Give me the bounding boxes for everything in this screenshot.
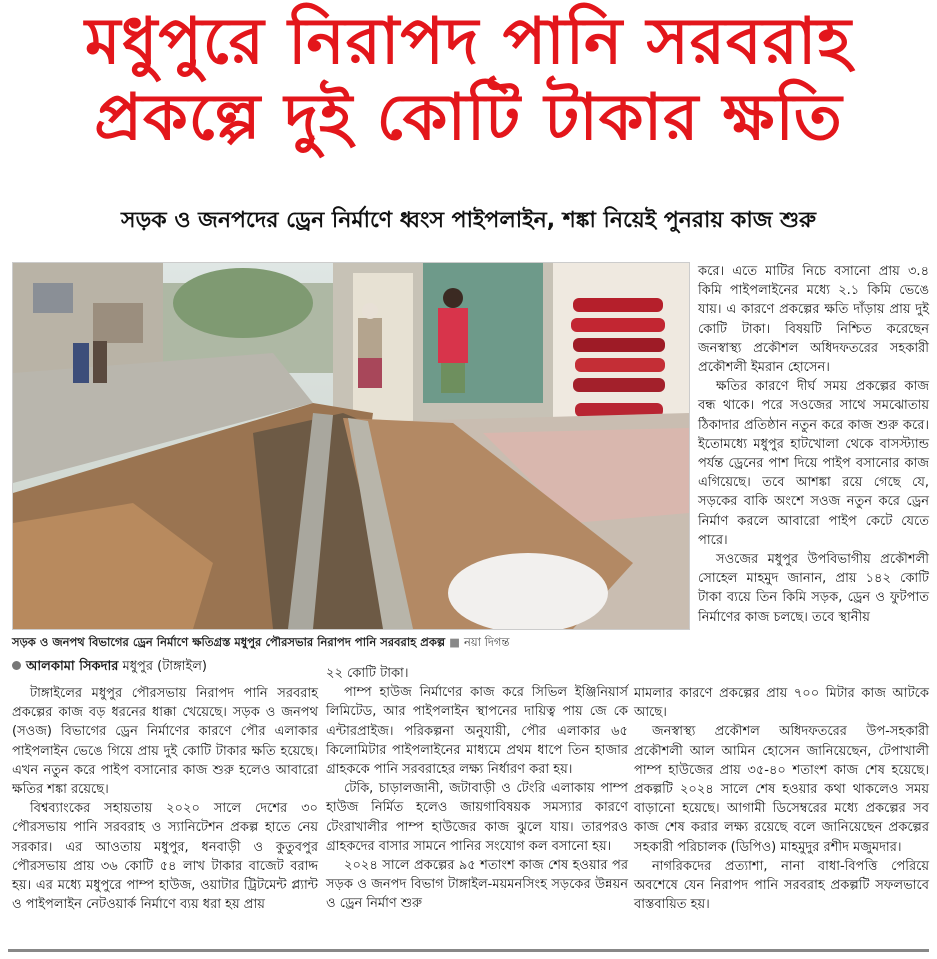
street-drain-construction-photo [13,263,689,629]
photo-caption-text: সড়ক ও জনপথ বিভাগের ড্রেন নির্মাণে ক্ষতিগ্রস্ত মধুপুর পৌরসভার নিরাপদ পানি সরবরাহ প্রকল্প [12,635,446,649]
byline-name: আলকামা সিকদার [26,659,119,674]
paragraph: ক্ষতির কারণে দীর্ঘ সময় প্রকল্পের কাজ বন্ধ থাকে। পরে সওজের সাথে সমঝোতায় ঠিকাদার প্রতিষ্ঠান নতুন করে কাজ শুরু করে। ইতোমধ্যে মধুপুর হাটখোলা থেকে বাসস্ট্যান্ড পর্যন্ত ড্রেনের পাশ দিয়ে পাইপ বসানোর কাজ এগিয়েছে। তবে আশঙ্কা রয়ে গেছে যে, সড়কের বাকি অংশে সওজ নতুন করে ড্রেন নির্মাণ করলে আবারো পাইপ কেটে যেতে পারে। [698,379,929,548]
paragraph: পাম্প হাউজ নির্মাণের কাজ করে সিভিল ইঞ্জিনিয়ার্স লিমিটেড, আর পাইপলাইন স্থাপনের দায়িত্ব পায় জে কে এন্টারপ্রাইজ। পরিকল্পনা অনুযায়ী, পৌর এলাকার ৬৫ কিলোমিটার পাইপলাইনের মাধ্যমে প্রথম ধাপে তিন হাজার গ্রাহককে পানি সরবরাহের লক্ষ্য নির্ধারণ করা হয়। [326,685,628,778]
caption-separator-icon: ■ [449,635,460,649]
bullet-icon [12,661,21,670]
photo-credit: নয়া দিগন্ত [463,635,510,649]
paragraph: বিশ্বব্যাংকের সহায়তায় ২০২০ সালে দেশের ৩০ পৌরসভায় পানি সরবরাহ ও স্যানিটেশন প্রকল্প হাতে নেয় সরকার। এর আওতায় মধুপুর, ধনবাড়ী ও কুতুবপুর পৌরসভায় প্রায় ৩৬ কোটি ৫৪ লাখ টাকার বাজেট বরাদ্দ হয়। এর মধ্যে মধুপুরে পাম্প হাউজ, ওয়াটার ট্রিটমেন্ট প্ল্যান্ট ও পাইপলাইন নেটওয়ার্ক নির্মাণে ব্যয় ধরা হয় প্রায় [12,801,318,913]
photo-caption [12,634,688,650]
paragraph: মামলার কারণে প্রকল্পের প্রায় ৭০০ মিটার কাজ আটকে আছে। [634,686,929,721]
byline-location: মধুপুর (টাঙ্গাইল) [122,659,207,674]
article-column-3-top [698,262,929,627]
news-photo [12,262,690,630]
article-column-3-bottom [634,684,929,914]
paragraph: করে। এতে মাটির নিচে বসানো প্রায় ৩.৪ কিমি পাইপলাইনের মধ্যে ২.১ কিমি ভেঙে যায়। এ কারণে প্রকল্পের ক্ষতি দাঁড়ায় প্রায় দুই কোটি টাকা। বিষয়টি নিশ্চিত করেছেন জনস্বাস্থ্য প্রকৌশল অধিদফতরের সহকারী প্রকৌশলী ইমরান হোসেন। [698,264,929,376]
headline-line-1: মধুপুরে নিরাপদ পানি সরবরাহ [85,5,852,79]
article-column-1 [12,684,318,914]
paragraph: টেকি, চাড়ালজানী, জটাবাড়ী ও টেংরি এলাকায় পাম্প হাউজ নির্মিত হলেও জায়গাবিষয়ক সমস্যার কারণে টেংরাখালীর পাম্প হাউজের কাজ ঝুলে যায়। তারপরও গ্রাহকদের বাসার সামনে পানির সংযোগ কল বসানো হয়। [326,781,628,854]
headline [8,4,929,156]
paragraph: ২০২৪ সালে প্রকল্পের ৯৫ শতাংশ কাজ শেষ হওয়ার পর সড়ক ও জনপদ বিভাগ টাঙ্গাইল-ময়মনসিংহ সড়কের উন্নয়ন ও ড্রেন নির্মাণ শুরু [326,858,628,912]
paragraph: জনস্বাস্থ্য প্রকৌশল অধিদফতরের উপ-সহকারী প্রকৌশলী আল আমিন হোসেন জানিয়েছেন, টেপাখালী পাম্প হাউজের প্রায় ৩৫-৪০ শতাংশ কাজ শেষ হয়েছে। প্রকল্পটি ২০২৪ সালে শেষ হওয়ার কথা থাকলেও সময় বাড়ানো হয়েছে। আগামী ডিসেম্বরের মধ্যে প্রকল্পের সব কাজ শেষ করার লক্ষ্য রয়েছে বলে জানিয়েছেন প্রকল্পের সহকারী পরিচালক (ডিপিও) মাহমুদুর রশীদ মজুমদার। [634,724,929,855]
bottom-rule-divider [8,949,929,952]
paragraph: ২২ কোটি টাকা। [326,666,409,681]
paragraph: নাগরিকদের প্রত্যাশা, নানা বাধা-বিপত্তি পেরিয়ে অবশেষে যেন নিরাপদ পানি সরবরাহ প্রকল্পটি সফলভাবে বাস্তবায়িত হয়। [634,858,929,913]
byline [12,658,322,676]
subheadline: সড়ক ও জনপদের ড্রেন নির্মাণে ধ্বংস পাইপলাইন, শঙ্কা নিয়েই পুনরায় কাজ শুরু [121,208,816,233]
paragraph: সওজের মধুপুর উপবিভাগীয় প্রকৌশলী সোহেল মাহমুদ জানান, প্রায় ১৪২ কোটি টাকা ব্যয়ে তিন কিমি সড়ক, ড্রেন ও ফুটপাত নির্মাণের কাজ চলছে। তবে স্থানীয় [698,552,929,625]
headline-line-2: প্রকল্পে দুই কোটি টাকার ক্ষতি [94,81,843,155]
article-column-2 [326,664,628,914]
paragraph: টাঙ্গাইলের মধুপুর পৌরসভায় নিরাপদ পানি সরবরাহ প্রকল্পের কাজ বড় ধরনের ধাক্কা খেয়েছে। সড়ক ও জনপথ (সওজ) বিভাগের ড্রেন নির্মাণের কারণে পৌর এলাকার পাইপলাইন ভেঙে গিয়ে প্রায় দুই কোটি টাকার ক্ষতি হয়েছে। এখন নতুন করে পাইপ বসানোর কাজ শুরু হলেও আবারো ক্ষতির শঙ্কা রয়েছে। [12,686,318,798]
